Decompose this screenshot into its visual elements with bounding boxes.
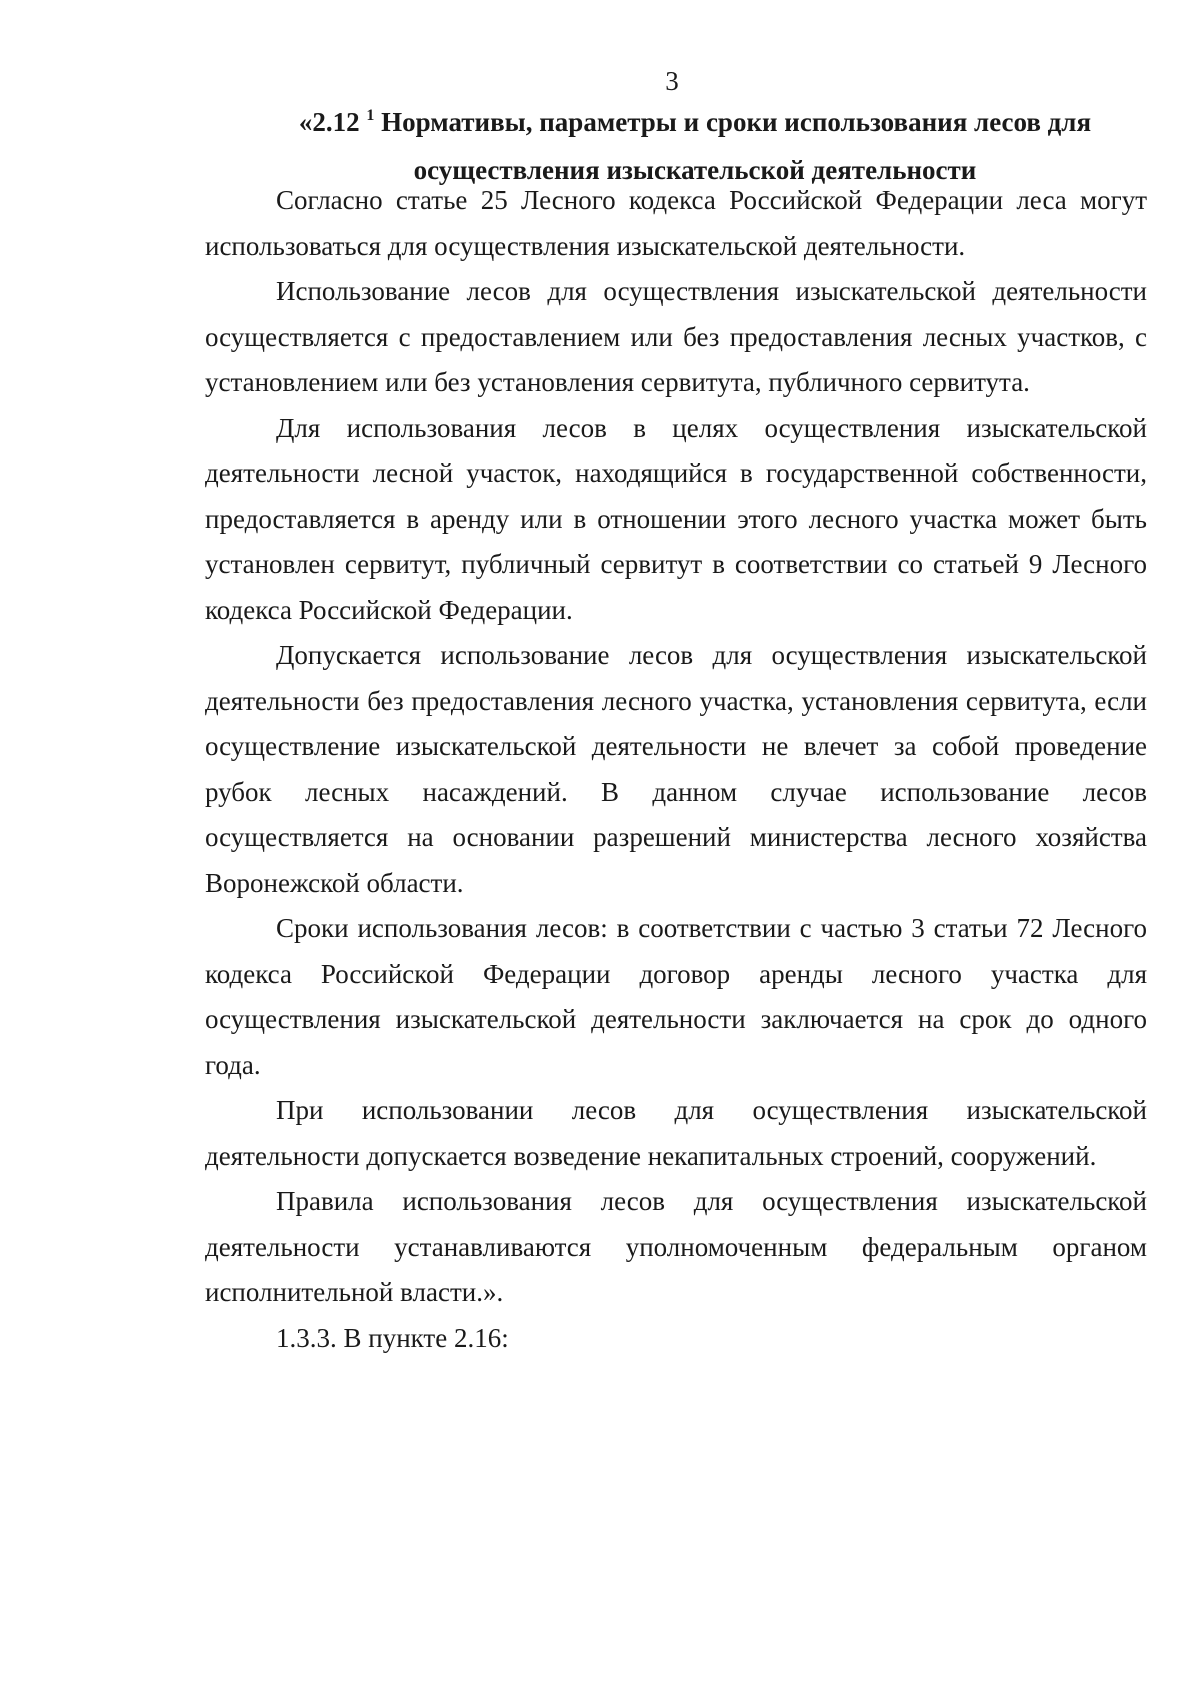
paragraph-terms-of-use: Сроки использования лесов: в соответствии с частью 3 статьи 72 Лесного кодекса Российской Федерации договор аренды лесного участка для осуществления изыскательской деятельности заключается на срок до одного года. — [205, 913, 1147, 1080]
paragraph-rules-of-use: Правила использования лесов для осуществления изыскательской деятельности устанавливаются уполномоченным федеральным органом исполнительной власти.». — [205, 1186, 1147, 1307]
section-title: Нормативы, параметры и сроки использования лесов для осуществления изыскательской деятельности — [381, 107, 1092, 185]
section-number: 2.12 — [312, 107, 360, 137]
opening-quote: « — [298, 107, 313, 137]
paragraph-lease-servitude: Для использования лесов в целях осуществления изыскательской деятельности лесной участок, находящийся в государственной собственности, предоставляется в аренду или в отношении этого лесного участка может быть установлен сервитут, публичный сервитут в соответствии со статьей 9 Лесного кодекса Российской Федерации. — [205, 412, 1147, 625]
paragraph-forms-of-use: Использование лесов для осуществления изыскательской деятельности осуществляется с предоставлением или без предоставления лесных участков, с установлением или без установления сервитута, публичного сервитута. — [205, 276, 1147, 397]
paragraph-temporary-structures: При использовании лесов для осуществления изыскательской деятельности допускается возведение некапитальных строений, сооружений. — [205, 1095, 1147, 1171]
item-1-3-3: 1.3.3. В пункте 2.16: — [276, 1322, 509, 1353]
body-text — [205, 178, 1147, 1361]
paragraph-without-plot: Допускается использование лесов для осуществления изыскательской деятельности без предоставления лесного участка, установления сервитута, если осуществление изыскательской деятельности не влечет за собой проведение рубок лесных насаждений. В данном случае использование лесов осуществляется на основании разрешений министерства лесного хозяйства Воронежской области. — [205, 640, 1147, 898]
section-superscript: 1 — [366, 107, 375, 124]
paragraph-article-25: Согласно статье 25 Лесного кодекса Российской Федерации леса могут использоваться для осуществления изыскательской деятельности. — [205, 185, 1147, 261]
page-number: 3 — [665, 66, 679, 96]
